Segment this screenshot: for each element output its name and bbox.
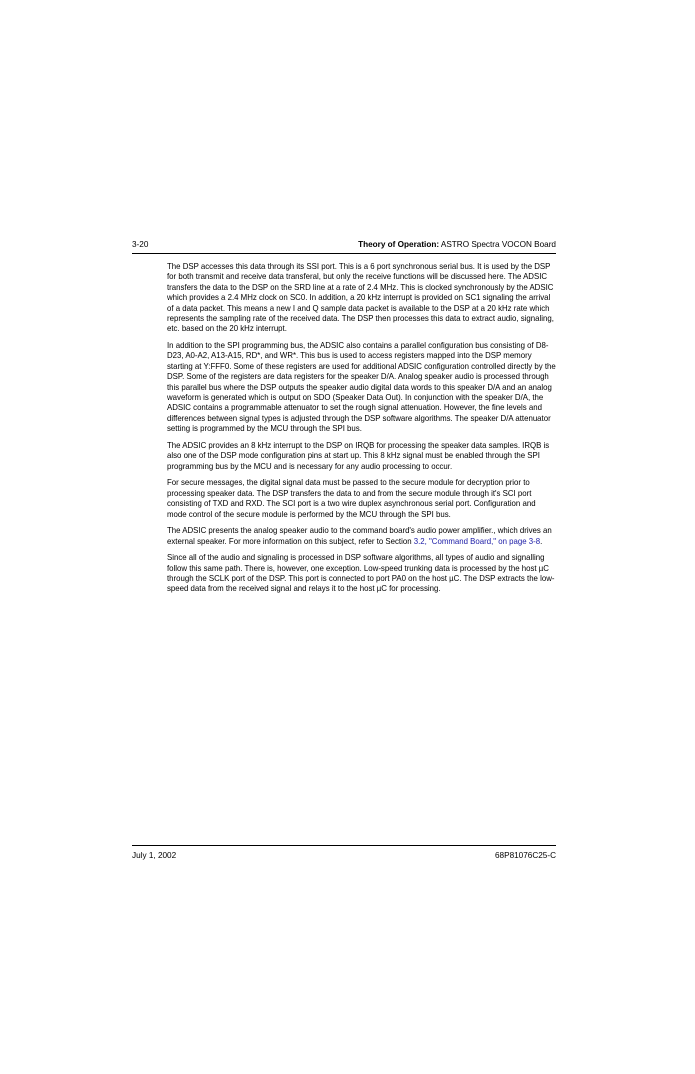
- page-header: [132, 239, 556, 251]
- paragraph-low-speed-data: Since all of the audio and signaling is processed in DSP software algorithms, all types of audio and signalling follow this same path. There is, however, one exception. Low-speed trunking data is processed by the host µC through the SCLK port of the DSP. This port is connected to port PA0 on the host µC. The DSP extracts the low-speed data from the received signal and relays it to the host µC for processing.: [167, 553, 555, 594]
- speaker-audio-text: The ADSIC presents the analog speaker audio to the command board's audio power amplifier., which drives an external speaker. For more information on this subject, refer to Section: [167, 526, 552, 546]
- body-text: [167, 262, 556, 601]
- footer-date: July 1, 2002: [132, 851, 177, 860]
- paragraph-ssi-port: The DSP accesses this data through its SSI port. This is a 6 port synchronous serial bus. It is used by the DSP for both transmit and receive data transferal, but only the receive functions will be discussed here. The ADSIC transfers the data to the DSP on the SRD line at a rate of 2.4 MHz. This is clocked synchronously by the ADSIC which provides a 2.4 MHz clock on SC0. In addition, a 20 kHz interrupt is provided on SC1 signaling the arrival of a data packet. This means a new I and Q sample data packet is available to the DSP at a 20 kHz rate which represents the sampling rate of the received data. The DSP then processes this data to extract audio, signaling, etc. based on the 20 kHz interrupt.: [167, 262, 554, 334]
- footer-divider: [132, 845, 556, 846]
- header-divider: [132, 253, 556, 254]
- section-title: ASTRO Spectra VOCON Board: [439, 240, 556, 249]
- speaker-audio-end: .: [540, 536, 543, 546]
- page-footer: [132, 850, 556, 862]
- page-number: 3-20: [132, 240, 149, 249]
- paragraph-speaker-audio: [167, 526, 556, 547]
- paragraph-irqb-interrupt: The ADSIC provides an 8 kHz interrupt to the DSP on IRQB for processing the speaker data samples. IRQB is also one of the DSP mode configuration pins at start up. This 8 kHz signal must be enabled through the SPI programming bus by the MCU and is necessary for any audio processing to occur.: [167, 440, 550, 471]
- command-board-link[interactable]: 3.2, "Command Board," on page 3-8: [413, 536, 541, 546]
- paragraph-parallel-bus: In addition to the SPI programming bus, the ADSIC also contains a parallel configuration bus consisting of D8-D23, A0-A2, A13-A15, RD*, and WR*. This bus is used to access registers mapped into the DSP memory starting at Y:FFF0. Some of these registers are used for additional ADSIC configuration controlled directly by the DSP. Some of the registers are data registers for the speaker D/A. Analog speaker audio is processed through this parallel bus where the DSP outputs the speaker audio digital data words to this speaker D/A and an analog waveform is generated which is output on SDO (Speaker Data Out). In conjunction with the speaker D/A, the ADSIC contains a programmable attenuator to set the rough signal attenuation. However, the fine levels and differences between signal types is adjusted through the DSP software algorithms. The speaker D/A attenuator setting is programmed by the MCU through the SPI bus.: [167, 341, 556, 434]
- section-label: Theory of Operation:: [358, 240, 440, 249]
- document-number: 68P81076C25-C: [495, 851, 556, 860]
- section-heading: [358, 239, 556, 251]
- paragraph-secure-messages: For secure messages, the digital signal data must be passed to the secure module for decryption prior to processing speaker data. The DSP transfers the data to and from the secure module through it's SCI port consisting of TXD and RXD. The SCI port is a two wire duplex asynchronous serial port. Configuration and mode control of the secure module is performed by the MCU through the SPI bus.: [167, 478, 536, 519]
